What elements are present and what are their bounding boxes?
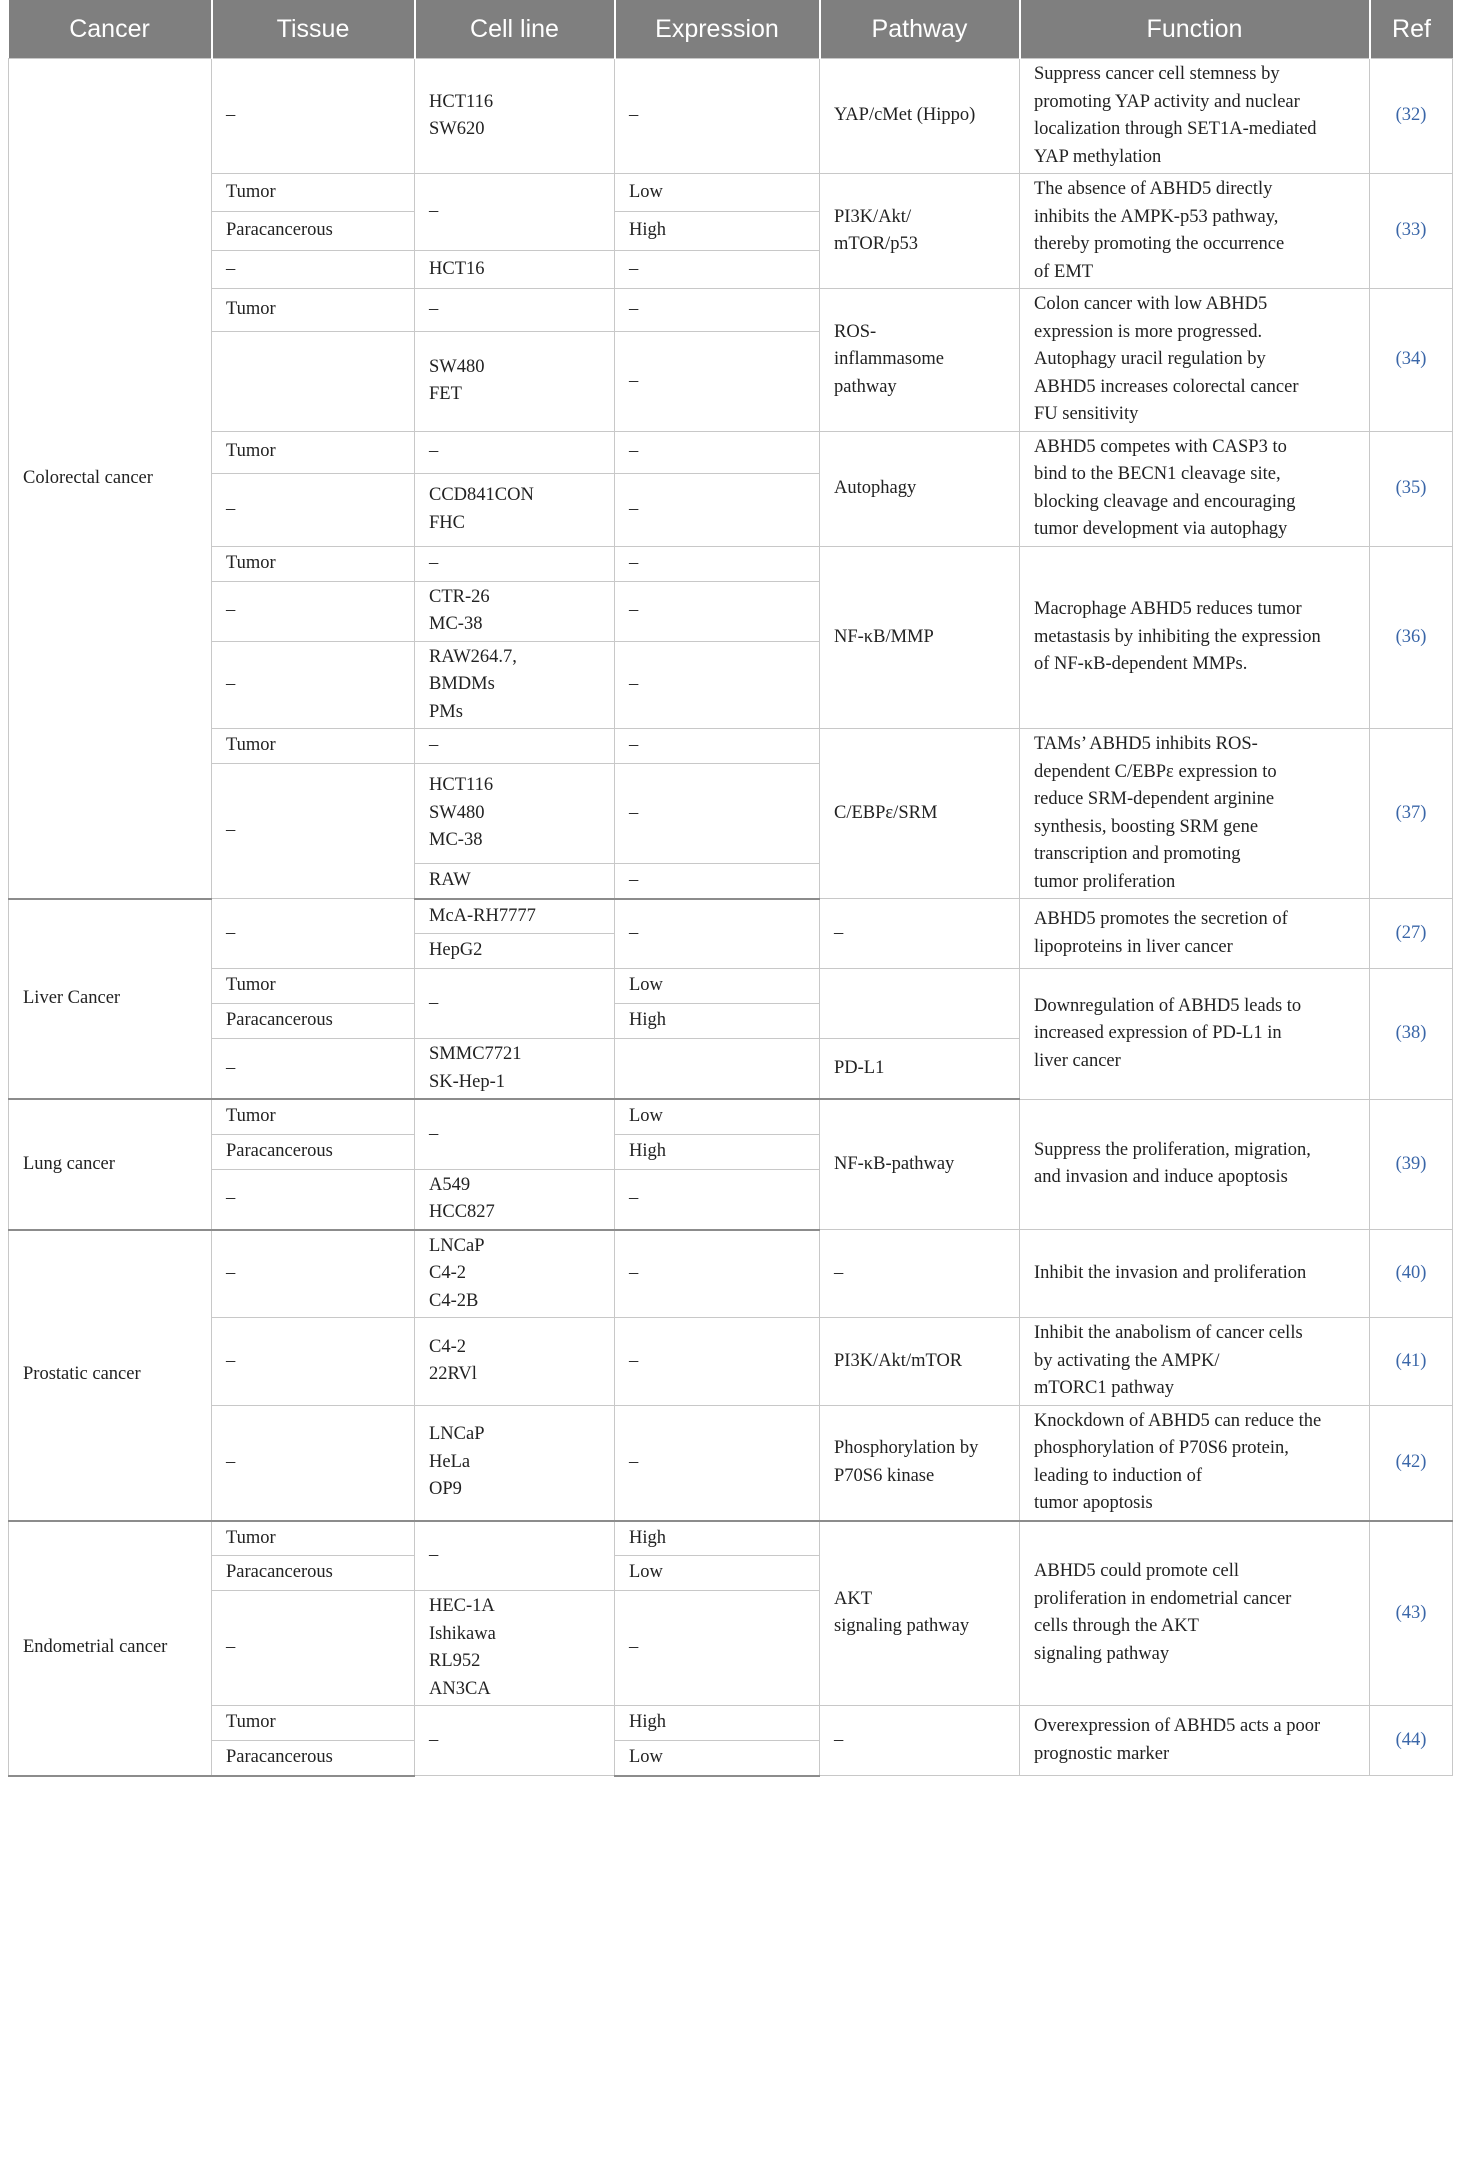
pathway-cell: [820, 899, 1020, 969]
cell-line-cell: [415, 1591, 615, 1706]
expression-cell: –: [615, 1230, 820, 1318]
ref-cell: (40): [1370, 1230, 1453, 1318]
function-cell: [1020, 1099, 1370, 1230]
cell-line-cell: [415, 289, 615, 332]
pathway-cell: [820, 1039, 1020, 1100]
cell-line-text: expression is more progressed.: [1034, 321, 1263, 342]
cell-line-text: SK-Hep-1: [429, 1071, 506, 1092]
function-cell: [1020, 174, 1370, 289]
expression-cell: Low: [615, 1556, 820, 1591]
function-cell: [1020, 546, 1370, 729]
cell-line-cell: [415, 1169, 615, 1230]
expression-cell: –: [615, 1591, 820, 1706]
cell-line-cell: [415, 581, 615, 641]
tissue-cell: –: [212, 1169, 415, 1230]
cell-line-text: pathway: [834, 376, 897, 397]
cell-line-cell: [415, 1039, 615, 1100]
cancer-cell: Prostatic cancer: [9, 1230, 212, 1521]
col-header-tissue: Tissue: [212, 0, 415, 59]
cell-line-text: bind to the BECN1 cleavage site,: [1034, 464, 1281, 484]
tissue-cell: –: [212, 59, 415, 174]
tissue-cell: –: [212, 250, 415, 288]
cell-line-text: ABHD5 increases colorectal cancer: [1034, 376, 1299, 397]
cell-line-text: ABHD5 promotes the secretion of: [1034, 909, 1288, 929]
tissue-cell: –: [212, 899, 415, 969]
ref-cell: (39): [1370, 1099, 1453, 1230]
cell-line-text: PMs: [429, 701, 463, 722]
cell-line-text: metastasis by inhibiting the expression: [1034, 626, 1321, 647]
table-row: [9, 1099, 1453, 1134]
cell-line-text: RL952: [429, 1651, 481, 1671]
cell-line-text: C/EBPε/SRM: [834, 802, 938, 823]
tissue-cell: –: [212, 1591, 415, 1706]
cell-line-text: The absence of ABHD5 directly: [1034, 179, 1273, 199]
pathway-cell: [820, 729, 1020, 899]
cell-line-text: –: [429, 1545, 439, 1565]
cell-line-text: Autophagy uracil regulation by: [1034, 349, 1266, 369]
cell-line-text: LNCaP: [429, 1424, 485, 1445]
cell-line-text: MC-38: [429, 614, 483, 634]
cell-line-text: –: [429, 1729, 439, 1750]
cell-line-text: –: [429, 441, 439, 462]
cell-line-text: BMDMs: [429, 674, 495, 694]
cell-line-cell: [415, 546, 615, 581]
cell-line-text: Suppress the proliferation, migration,: [1034, 1139, 1311, 1160]
cell-line-text: inflammasome: [834, 349, 944, 369]
cell-line-text: localization through SET1A-mediated: [1034, 119, 1317, 139]
cell-line-cell: [415, 641, 615, 729]
tissue-cell: –: [212, 581, 415, 641]
cell-line-text: blocking cleavage and encouraging: [1034, 491, 1296, 512]
expression-cell: –: [615, 250, 820, 288]
tissue-cell: Tumor: [212, 431, 415, 473]
cell-line-text: dependent C/EBPε expression to: [1034, 761, 1277, 782]
cell-line-cell: [415, 431, 615, 473]
cell-line-cell: [415, 250, 615, 288]
cell-line-text: increased expression of PD-L1 in: [1034, 1023, 1282, 1043]
tissue-cell: Tumor: [212, 1521, 415, 1556]
expression-cell: –: [615, 864, 820, 899]
cell-line-text: HCT116: [429, 91, 494, 112]
tissue-cell: Paracancerous: [212, 1134, 415, 1169]
table-row: [9, 546, 1453, 581]
function-cell: [1020, 969, 1370, 1100]
cell-line-text: signaling pathway: [834, 1616, 970, 1637]
col-header-pathway: Pathway: [820, 0, 1020, 59]
tissue-cell: –: [212, 1318, 415, 1406]
table-row: [9, 1318, 1453, 1406]
expression-cell: –: [615, 1405, 820, 1521]
cell-line-text: promoting YAP activity and nuclear: [1034, 91, 1300, 112]
cell-line-cell: [415, 764, 615, 864]
col-header-expression: Expression: [615, 0, 820, 59]
cell-line-cell: [415, 729, 615, 764]
expression-cell: –: [615, 899, 820, 969]
tissue-cell: –: [212, 764, 415, 899]
pathway-cell: [820, 1521, 1020, 1706]
table-row: [9, 1405, 1453, 1521]
cell-line-text: –: [834, 922, 844, 943]
tissue-cell: Tumor: [212, 1706, 415, 1741]
cell-line-text: MC-38: [429, 830, 483, 851]
cell-line-text: PI3K/Akt/: [834, 206, 912, 227]
cell-line-text: C4-2: [429, 1263, 466, 1283]
cell-line-text: inhibits the AMPK-p53 pathway,: [1034, 206, 1279, 227]
tissue-cell: Tumor: [212, 174, 415, 212]
ref-cell: (43): [1370, 1521, 1453, 1706]
cell-line-text: CTR-26: [429, 586, 490, 607]
tissue-cell: Tumor: [212, 729, 415, 764]
cancer-cell: Lung cancer: [9, 1099, 212, 1230]
cell-line-text: proliferation in endometrial cancer: [1034, 1588, 1292, 1609]
cell-line-text: prognostic marker: [1034, 1743, 1170, 1764]
function-cell: [1020, 431, 1370, 546]
pathway-cell: [820, 969, 1020, 1039]
ref-cell: (36): [1370, 546, 1453, 729]
cancer-cell: Endometrial cancer: [9, 1521, 212, 1776]
cell-line-text: HEC-1A: [429, 1596, 495, 1616]
cell-line-cell: [415, 899, 615, 934]
cell-line-text: mTOR/p53: [834, 234, 918, 254]
pathway-cell: [820, 1405, 1020, 1521]
cell-line-text: mTORC1 pathway: [1034, 1378, 1174, 1398]
expression-cell: Low: [615, 1741, 820, 1776]
cell-line-text: Autophagy: [834, 477, 917, 498]
cell-line-text: tumor proliferation: [1034, 871, 1176, 892]
cell-line-text: CCD841CON: [429, 485, 534, 506]
expression-cell: High: [615, 1004, 820, 1039]
pathway-cell: [820, 59, 1020, 174]
cell-line-text: AN3CA: [429, 1678, 491, 1699]
expression-cell: –: [615, 332, 820, 431]
cell-line-text: ABHD5 competes with CASP3 to: [1034, 436, 1287, 457]
cell-line-text: HCT16: [429, 258, 485, 279]
expression-cell: –: [615, 581, 820, 641]
function-cell: [1020, 59, 1370, 174]
expression-cell: Low: [615, 1099, 820, 1134]
cell-line-text: ABHD5 could promote cell: [1034, 1561, 1239, 1582]
cell-line-text: –: [834, 1729, 844, 1750]
tissue-cell: Paracancerous: [212, 1741, 415, 1776]
cell-line-text: HeLa: [429, 1451, 471, 1472]
table-row: [9, 59, 1453, 174]
ref-cell: (42): [1370, 1405, 1453, 1521]
expression-cell: Low: [615, 969, 820, 1004]
expression-cell: –: [615, 764, 820, 864]
expression-cell: High: [615, 1134, 820, 1169]
table-container: [8, 0, 1452, 2167]
pathway-cell: [820, 174, 1020, 289]
cell-line-text: P70S6 kinase: [834, 1465, 935, 1486]
cell-line-text: McA-RH7777: [429, 905, 536, 926]
cell-line-text: PD-L1: [834, 1057, 885, 1078]
tissue-cell: Paracancerous: [212, 1556, 415, 1591]
cell-line-text: SW480: [429, 802, 485, 823]
cell-line-text: of NF-κB-dependent MMPs.: [1034, 654, 1248, 674]
cell-line-text: Downregulation of ABHD5 leads to: [1034, 995, 1302, 1016]
cell-line-text: LNCaP: [429, 1235, 485, 1256]
ref-cell: (34): [1370, 289, 1453, 432]
function-cell: [1020, 1230, 1370, 1318]
pathway-cell: [820, 1099, 1020, 1230]
tissue-cell: –: [212, 1230, 415, 1318]
ref-cell: (32): [1370, 59, 1453, 174]
cell-line-text: AKT: [834, 1588, 873, 1609]
table-row: [9, 289, 1453, 332]
cell-line-text: and invasion and induce apoptosis: [1034, 1167, 1288, 1188]
cancer-cell: Colorectal cancer: [9, 59, 212, 899]
expression-cell: –: [615, 473, 820, 546]
cell-line-text: Ishikawa: [429, 1623, 496, 1644]
cell-line-text: SW620: [429, 119, 485, 139]
tissue-cell: Tumor: [212, 546, 415, 581]
cell-line-text: signaling pathway: [1034, 1643, 1170, 1664]
table-row: [9, 729, 1453, 764]
cell-line-cell: [415, 1099, 615, 1169]
pathway-cell: [820, 1318, 1020, 1406]
abhd5-cancer-table: [8, 0, 1453, 1777]
cell-line-text: Macrophage ABHD5 reduces tumor: [1034, 599, 1302, 619]
cell-line-text: by activating the AMPK/: [1034, 1350, 1220, 1371]
cell-line-text: C4-2B: [429, 1290, 479, 1311]
function-cell: [1020, 1318, 1370, 1406]
tissue-cell: –: [212, 641, 415, 729]
cell-line-cell: [415, 934, 615, 969]
cell-line-text: FET: [429, 384, 462, 405]
expression-cell: –: [615, 1318, 820, 1406]
header-row: [9, 0, 1453, 59]
table-row: [9, 1706, 1453, 1741]
expression-cell: –: [615, 546, 820, 581]
tissue-cell: [212, 332, 415, 431]
function-cell: [1020, 1405, 1370, 1521]
table-row: [9, 431, 1453, 473]
pathway-cell: [820, 289, 1020, 432]
cell-line-text: NF-κB/MMP: [834, 626, 934, 647]
cell-line-text: Inhibit the invasion and proliferation: [1034, 1262, 1307, 1283]
cell-line-text: 22RVl: [429, 1364, 477, 1385]
expression-cell: High: [615, 212, 820, 250]
cell-line-text: HCC827: [429, 1202, 495, 1222]
cell-line-text: NF-κB-pathway: [834, 1153, 955, 1174]
cell-line-text: TAMs’ ABHD5 inhibits ROS-: [1034, 734, 1258, 754]
cell-line-text: phosphorylation of P70S6 protein,: [1034, 1438, 1289, 1458]
cell-line-text: Overexpression of ABHD5 acts a poor: [1034, 1716, 1321, 1736]
function-cell: [1020, 729, 1370, 899]
cell-line-text: liver cancer: [1034, 1050, 1121, 1071]
cell-line-text: RAW: [429, 870, 471, 890]
cell-line-text: leading to induction of: [1034, 1465, 1203, 1486]
cell-line-cell: [415, 864, 615, 899]
cell-line-cell: [415, 174, 615, 251]
expression-cell: –: [615, 641, 820, 729]
cancer-cell: Liver Cancer: [9, 899, 212, 1100]
expression-cell: –: [615, 1169, 820, 1230]
expression-cell: High: [615, 1521, 820, 1556]
cell-line-text: HepG2: [429, 940, 483, 961]
cell-line-text: –: [429, 735, 439, 756]
tissue-cell: Tumor: [212, 289, 415, 332]
ref-cell: (41): [1370, 1318, 1453, 1406]
cell-line-text: –: [429, 201, 439, 222]
tissue-cell: Tumor: [212, 1099, 415, 1134]
cell-line-text: tumor apoptosis: [1034, 1493, 1153, 1513]
table-row: [9, 1230, 1453, 1318]
table-row: [9, 1521, 1453, 1556]
ref-cell: (37): [1370, 729, 1453, 899]
cell-line-text: C4-2: [429, 1336, 466, 1357]
cell-line-text: –: [429, 552, 439, 573]
table-body: [9, 59, 1453, 1776]
expression-cell: Low: [615, 174, 820, 212]
cell-line-text: tumor development via autophagy: [1034, 519, 1288, 539]
cell-line-text: –: [429, 1123, 439, 1144]
expression-cell: –: [615, 59, 820, 174]
cell-line-text: Colon cancer with low ABHD5: [1034, 294, 1268, 314]
pathway-cell: [820, 546, 1020, 729]
cell-line-text: Phosphorylation by: [834, 1438, 979, 1458]
ref-cell: (38): [1370, 969, 1453, 1100]
cell-line-text: ROS-: [834, 321, 877, 342]
table-row: [9, 969, 1453, 1004]
cell-line-cell: [415, 1706, 615, 1776]
function-cell: [1020, 1706, 1370, 1776]
ref-cell: (35): [1370, 431, 1453, 546]
cell-line-cell: [415, 1521, 615, 1591]
cell-line-text: –: [429, 299, 439, 320]
cell-line-text: SMMC7721: [429, 1044, 522, 1064]
col-header-cancer: Cancer: [9, 0, 212, 59]
cell-line-text: SW480: [429, 356, 485, 377]
cell-line-cell: [415, 473, 615, 546]
expression-cell: [615, 1039, 820, 1100]
cell-line-text: A549: [429, 1174, 471, 1195]
tissue-cell: –: [212, 473, 415, 546]
ref-cell: (27): [1370, 899, 1453, 969]
pathway-cell: [820, 1706, 1020, 1776]
cell-line-text: OP9: [429, 1479, 462, 1500]
cell-line-text: YAP methylation: [1034, 146, 1162, 167]
expression-cell: –: [615, 729, 820, 764]
tissue-cell: Tumor: [212, 969, 415, 1004]
function-cell: [1020, 899, 1370, 969]
cell-line-text: YAP/cMet (Hippo): [834, 105, 976, 126]
col-header-ref: Ref: [1370, 0, 1453, 59]
cell-line-text: FU sensitivity: [1034, 404, 1139, 424]
cell-line-cell: [415, 1230, 615, 1318]
tissue-cell: Paracancerous: [212, 212, 415, 250]
cell-line-cell: [415, 969, 615, 1039]
cell-line-text: FHC: [429, 512, 465, 533]
cell-line-text: Suppress cancer cell stemness by: [1034, 64, 1280, 84]
cell-line-text: RAW264.7,: [429, 646, 517, 667]
cell-line-text: HCT116: [429, 775, 494, 796]
pathway-cell: [820, 431, 1020, 546]
ref-cell: (44): [1370, 1706, 1453, 1776]
cell-line-text: transcription and promoting: [1034, 844, 1241, 864]
col-header-cell-line: Cell line: [415, 0, 615, 59]
expression-cell: High: [615, 1706, 820, 1741]
ref-cell: (33): [1370, 174, 1453, 289]
expression-cell: –: [615, 289, 820, 332]
function-cell: [1020, 1521, 1370, 1706]
cell-line-cell: [415, 332, 615, 431]
expression-cell: –: [615, 431, 820, 473]
cell-line-text: –: [834, 1262, 844, 1283]
cell-line-text: cells through the AKT: [1034, 1616, 1199, 1637]
table-row: [9, 174, 1453, 212]
cell-line-text: –: [429, 992, 439, 1013]
col-header-function: Function: [1020, 0, 1370, 59]
tissue-cell: Paracancerous: [212, 1004, 415, 1039]
pathway-cell: [820, 1230, 1020, 1318]
cell-line-text: synthesis, boosting SRM gene: [1034, 816, 1259, 837]
cell-line-cell: [415, 59, 615, 174]
cell-line-text: Knockdown of ABHD5 can reduce the: [1034, 1410, 1322, 1431]
tissue-cell: –: [212, 1039, 415, 1100]
cell-line-text: reduce SRM-dependent arginine: [1034, 789, 1275, 809]
cell-line-text: thereby promoting the occurrence: [1034, 234, 1285, 254]
table-row: [9, 899, 1453, 934]
cell-line-cell: [415, 1318, 615, 1406]
cell-line-cell: [415, 1405, 615, 1521]
cell-line-text: Inhibit the anabolism of cancer cells: [1034, 1323, 1303, 1343]
tissue-cell: –: [212, 1405, 415, 1521]
cell-line-text: lipoproteins in liver cancer: [1034, 936, 1233, 957]
cell-line-text: of EMT: [1034, 261, 1094, 282]
cell-line-text: PI3K/Akt/mTOR: [834, 1350, 963, 1371]
function-cell: [1020, 289, 1370, 432]
